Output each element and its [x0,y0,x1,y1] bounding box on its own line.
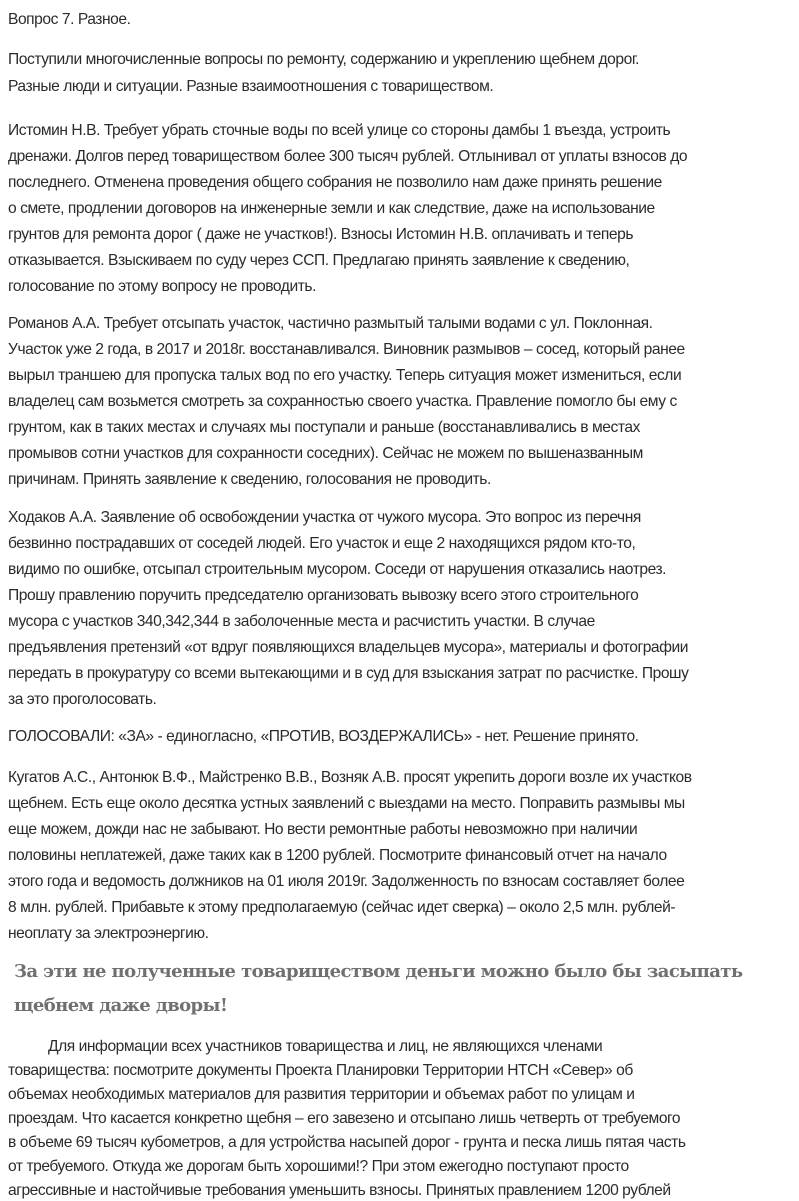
text-line: грунтом, как в таких местах и случаях мы поступали и раньше (восстанавливались в местах [8,419,640,436]
text-line: 8 млн. рублей. Прибавьте к этому предполагаемую (сейчас идет сверка) – около 2,5 млн. рублей- [8,899,676,916]
text-line: грунтов для ремонта дорог ( даже не участков!). Взносы Истомин Н.В. оплачивать и теперь [8,226,634,243]
text-line: половины неплатежей, даже таких как в 1200 рублей. Посмотрите финансовый отчет на начало [8,847,667,864]
text-line: за это проголосовать. [8,691,157,708]
text-line: товарищества: посмотрите документы Проекта Планировки Территории НТСН «Север» об [8,1062,633,1079]
heading-line: щебнем даже дворы! [14,995,228,1016]
text-line: Истомин Н.В. Требует убрать сточные воды по всей улице со стороны дамбы 1 въезда, устроить [8,122,671,139]
text-line: неоплату за электроэнергию. [8,925,209,942]
text-line: этого года и ведомость должников на 01 июля 2019г. Задолженность по взносам составляет более [8,873,685,890]
text-line: в объеме 69 тысяч кубометров, а для устройства насыпей дорог - грунта и песка лишь пятая часть [8,1134,686,1151]
text-line: мусора с участков 340,342,344 в заболоченные места и расчистить участки. В случае [8,613,595,630]
text-line: проездам. Что касается конкретно щебня – его завезено и отсыпано лишь четверть от требуемого [8,1110,681,1127]
vote-result: ГОЛОСОВАЛИ: «ЗА» - единогласно, «ПРОТИВ, ВОЗДЕРЖАЛИСЬ» - нет. Решение принято. [8,728,639,745]
text-line: причинам. Принять заявление к сведению, голосования не проводить. [8,471,491,488]
text-line: Участок уже 2 года, в 2017 и 2018г. восстанавливался. Виновник размывов – сосед, который ранее [8,341,685,358]
text-line: передать в прокуратуру со всеми вытекающими и в суд для взыскания затрат по расчистке. Прошу [8,665,689,682]
heading-line: За эти не полученные товариществом деньги можно было бы засыпать [14,961,743,982]
text-line: Поступили многочисленные вопросы по ремонту, содержанию и укреплению щебнем дорог. [8,51,640,68]
text-line: щебнем. Есть еще около десятка устных заявлений с выездами на место. Поправить размывы мы [8,795,685,812]
text-line: вырыл траншею для пропуска талых вод по его участку. Теперь ситуация может измениться, если [8,367,682,384]
text-line: Ходаков А.А. Заявление об освобождении участка от чужого мусора. Это вопрос из перечня [8,509,641,526]
text-line: агрессивные и настойчивые требования уменьшить взносы. Принятых правлением 1200 рублей [8,1182,671,1199]
text-line: дренажи. Долгов перед товариществом более 300 тысяч рублей. Отлынивал от уплаты взносов до [8,148,688,165]
text-line: Романов А.А. Требует отсыпать участок, частично размытый талыми водами с ул. Поклонная. [8,315,653,332]
text-line: от требуемого. Откуда же дорогам быть хорошими!? При этом ежегодно поступают просто [8,1158,629,1175]
section-title: Вопрос 7. Разное. [8,11,131,28]
text-line: Разные люди и ситуации. Разные взаимоотношения с товариществом. [8,78,494,95]
text-line: объемах необходимых материалов для развития территории и объемах работ по улицам и [8,1086,635,1103]
text-line: промывов сотни участков для сохранности соседних). Сейчас не можем по вышеназванным [8,445,643,462]
text-line: предъявления претензий «от вдруг появляющихся владельцев мусора», материалы и фотографии [8,639,689,656]
text-line: видимо по ошибке, отсыпал строительным мусором. Соседи от нарушения отказались наотрез. [8,561,667,578]
text-line: еще можем, дожди нас не забывают. Но вести ремонтные работы невозможно при наличии [8,821,638,838]
text-line: Кугатов А.С., Антонюк В.Ф., Майстренко В.В., Возняк А.В. просят укрепить дороги возле их участков [8,769,692,786]
text-line: голосование по этому вопросу не проводить. [8,278,316,295]
text-line: Для информации всех участников товарищества и лиц, не являющихся членами [48,1038,603,1055]
text-line: безвинно пострадавших от соседей людей. Его участок и еще 2 находящихся рядом кто-то, [8,535,636,552]
text-line: Прошу правлению поручить председателю организовать вывозку всего этого строительного [8,587,639,604]
text-line: последнего. Отменена проведения общего собрания не позволило нам даже принять решение [8,174,662,191]
text-line: владелец сам возьмется смотреть за сохранностью своего участка. Правление помогло бы ему с [8,393,677,410]
text-line: о смете, продлении договоров на инженерные земли и как следствие, даже на использование [8,200,655,217]
text-line: отказывается. Взыскиваем по суду через ССП. Предлагаю принять заявление к сведению, [8,252,630,269]
